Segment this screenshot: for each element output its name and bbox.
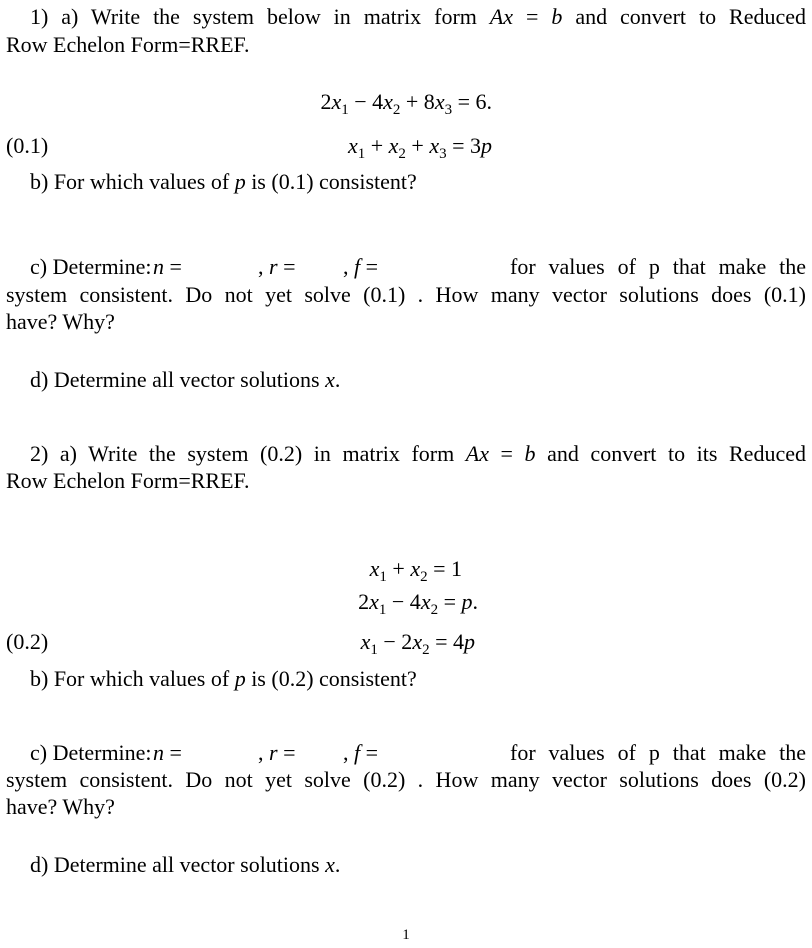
math-segment: 1 — [370, 642, 378, 658]
q2-part-c-n-blank — [153, 740, 182, 766]
q2-part-c-r-blank — [258, 740, 295, 766]
text-segment: . — [472, 589, 478, 614]
q2-equation-2 — [358, 589, 478, 618]
math-segment: f — [354, 254, 361, 279]
text-segment: system consistent. Do not yet solve (0.2) . How many vector solutions does (0.2) — [6, 767, 806, 792]
q1-equation-1 — [320, 89, 492, 118]
q2-part-c-text — [6, 767, 806, 793]
math-segment: b — [551, 4, 563, 29]
page-number: 1 — [402, 927, 410, 943]
math-segment: b — [524, 441, 536, 466]
math-segment: x — [410, 556, 421, 581]
q2-part-c-text-cont — [6, 794, 115, 820]
text-segment: d) Determine all vector solutions — [30, 852, 326, 877]
q1-part-b-text — [30, 169, 417, 195]
q1-part-a-text-cont — [6, 32, 249, 58]
text-segment: 2) a) Write the system (0.2) in matrix form — [30, 441, 466, 466]
text-segment: (0.2) — [6, 629, 49, 654]
math-segment: p — [234, 169, 246, 194]
q1-part-c-tail — [510, 254, 806, 280]
text-segment: − 4 — [386, 589, 421, 614]
text-segment: for values of p that make the — [510, 254, 806, 279]
text-segment: = — [164, 740, 182, 765]
text-segment: + — [386, 556, 411, 581]
q2-part-c-tail — [510, 740, 806, 766]
text-segment: 2 — [358, 589, 370, 614]
math-segment: r — [269, 740, 278, 765]
text-segment: system consistent. Do not yet solve (0.1) . How many vector solutions does (0.1) — [6, 282, 806, 307]
text-segment: 1) a) Write the system below in matrix form — [30, 4, 490, 29]
math-segment: 1 — [341, 102, 349, 118]
text-segment: 2 — [320, 89, 332, 114]
math-segment: p — [234, 666, 246, 691]
math-segment: 2 — [398, 146, 406, 162]
q1-equation-tag — [6, 133, 48, 159]
text-segment: have? Why? — [6, 794, 115, 819]
q2-part-b-text — [30, 666, 417, 692]
text-segment: . — [334, 367, 341, 392]
math-segment: x — [420, 589, 431, 614]
text-segment: and convert to its Reduced — [535, 441, 806, 466]
text-segment: − 2 — [377, 629, 413, 654]
math-segment: x — [369, 556, 380, 581]
q1-part-c-n-blank — [153, 254, 182, 280]
math-segment: p — [481, 133, 492, 158]
q2-equation-tag — [6, 629, 48, 655]
q1-part-c-r-blank — [258, 254, 295, 280]
math-segment: 3 — [444, 102, 453, 118]
text-segment: is (0.1) consistent? — [245, 169, 417, 194]
math-segment: x — [412, 629, 423, 654]
math-segment: x — [369, 589, 379, 614]
q1-part-d-text — [30, 367, 340, 393]
text-segment: = 3 — [446, 133, 481, 158]
text-segment: = 1 — [427, 556, 462, 581]
text-segment: = 6. — [452, 89, 492, 114]
math-segment: p — [464, 629, 475, 654]
text-segment: , — [343, 254, 354, 279]
q1-part-c-text — [6, 282, 806, 308]
text-segment: = — [438, 589, 462, 614]
text-segment: and convert to Reduced — [562, 4, 806, 29]
math-segment: Ax — [489, 4, 514, 29]
text-segment: c) Determine: — [30, 254, 152, 279]
text-segment: (0.1) — [6, 133, 49, 158]
math-segment: 1 — [357, 146, 366, 162]
math-segment: x — [434, 89, 445, 114]
text-segment: = 4 — [429, 629, 464, 654]
text-segment: have? Why? — [6, 309, 115, 334]
text-segment: is (0.2) consistent? — [245, 666, 417, 691]
math-segment: x — [347, 133, 358, 158]
text-segment: + 8 — [400, 89, 435, 114]
q2-part-c-label — [30, 740, 152, 766]
text-segment: = — [277, 254, 296, 279]
q1-part-c-label — [30, 254, 152, 280]
q2-part-a-text — [30, 441, 806, 467]
text-segment: Row Echelon Form=RREF. — [6, 32, 250, 57]
math-segment: 2 — [420, 569, 428, 585]
text-segment: + — [405, 133, 430, 158]
q1-equation-2 — [347, 133, 492, 162]
text-segment: for values of p that make the — [510, 740, 806, 765]
text-segment: = — [164, 254, 182, 279]
math-segment: p — [461, 589, 473, 614]
math-segment: x — [383, 89, 393, 114]
text-segment: − 4 — [348, 89, 384, 114]
math-segment: 2 — [430, 602, 439, 618]
math-segment: x — [360, 629, 371, 654]
text-segment: = — [488, 441, 525, 466]
math-segment: r — [269, 254, 278, 279]
q2-part-c-f-blank — [343, 740, 378, 766]
text-segment: , — [258, 254, 269, 279]
text-segment: b) For which values of — [30, 169, 235, 194]
q1-part-c-f-blank — [343, 254, 378, 280]
math-segment: 2 — [422, 642, 430, 658]
q2-equation-1 — [369, 556, 462, 585]
text-segment: = — [277, 740, 296, 765]
math-segment: Ax — [465, 441, 489, 466]
math-segment: x — [325, 852, 335, 877]
text-segment: + — [365, 133, 389, 158]
text-segment: b) For which values of — [30, 666, 235, 691]
math-segment: 1 — [379, 569, 387, 585]
math-segment: x — [429, 133, 440, 158]
text-segment: , — [258, 740, 269, 765]
text-segment: c) Determine: — [30, 740, 152, 765]
math-segment: x — [325, 367, 335, 392]
q1-part-a-text — [30, 4, 806, 30]
text-segment: = — [513, 4, 552, 29]
math-segment: x — [331, 89, 342, 114]
math-segment: 3 — [439, 146, 447, 162]
math-segment: 2 — [392, 102, 401, 118]
q2-part-a-text-cont — [6, 468, 249, 494]
q1-part-c-text-cont — [6, 309, 115, 335]
q2-equation-3 — [360, 629, 475, 658]
text-segment: = — [360, 740, 379, 765]
text-segment: , — [343, 740, 354, 765]
q2-part-d-text — [30, 852, 340, 878]
math-segment: n — [153, 254, 164, 279]
text-segment: . — [334, 852, 341, 877]
text-segment: Row Echelon Form=RREF. — [6, 468, 250, 493]
math-segment: x — [388, 133, 399, 158]
text-segment: = — [360, 254, 379, 279]
text-segment: d) Determine all vector solutions — [30, 367, 326, 392]
math-segment: f — [354, 740, 361, 765]
math-segment: n — [153, 740, 164, 765]
math-segment: 1 — [378, 602, 387, 618]
